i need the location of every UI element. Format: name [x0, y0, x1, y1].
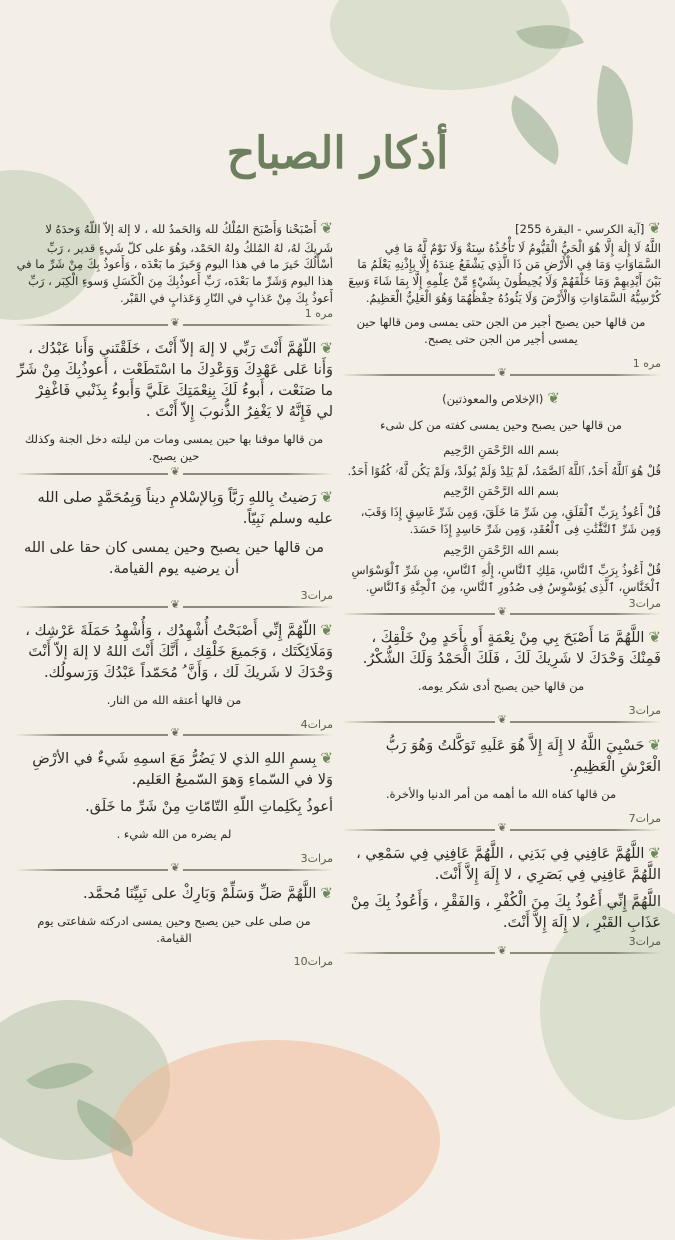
divider: [15, 324, 333, 326]
dua-text: اللَّهُمَّ إِنِّي أَعُوذُ بِكَ مِنَ الْكُفْرِ ، وَالفَقْرِ ، وَأَعُوذُ بِكَ مِنْ عَذَابِ القَبْرِ ، لا إِلَهَ إِلاَّ أَنْتَ.: [350, 893, 661, 931]
divider: [15, 473, 333, 475]
repeat-count: مرات3: [628, 704, 661, 718]
leaf-icon: ❦: [320, 487, 333, 506]
list-item: [15, 332, 333, 474]
repeat-count: مرات10: [293, 955, 333, 969]
leaf-icon: ❦: [320, 339, 333, 358]
list-item: [341, 382, 661, 616]
repeat-count: مرات3: [300, 852, 333, 866]
note-text: من قالها حين يصبح وحين يمسى كفته من كل شىء: [380, 418, 622, 433]
list-item: [341, 729, 661, 831]
note-text: من قالها حين يصبح أجير من الجن حتى يمسى ومن قالها حين يمسى أجير من الجن حتى يصبح.: [356, 315, 646, 347]
note-text: من قالها كفاه الله ما أهمه من أمر الدنيا والأخرة.: [385, 787, 617, 802]
basmala: بسم الله الرَّحْمَنِ الرَّحِيم: [443, 443, 559, 458]
leaf-icon: ❦: [648, 736, 661, 755]
divider: [15, 734, 333, 736]
dua-text: أعوذُ بِكَلِماتِ اللّهِ التّامّاتِ مِنْ شَرِّ ما خَلَق.: [85, 799, 333, 816]
divider: [341, 952, 661, 954]
item-label: [آية الكرسي - البقرة 255]: [515, 222, 645, 236]
repeat-count: مرات3: [300, 588, 333, 602]
divider: [341, 829, 661, 831]
list-item: [341, 837, 661, 954]
note-text: من قالها موقنا بها حين يمسى ومات من ليلته دخل الجنة وكذلك حين يصبح.: [24, 432, 324, 464]
repeat-count: مرات3: [628, 596, 661, 610]
list-item: [15, 481, 333, 608]
basmala: بسم الله الرَّحْمَنِ الرَّحِيم: [443, 542, 559, 557]
dua-text: بِسمِ اللهِ الذي لا يَضُرُّ مَعَ اسمِهِ شَيءٌ في الأرْضِ وَلا في السّماءِ وَهوَ السّميعُ العَليم.: [32, 751, 333, 789]
list-item: [15, 877, 333, 970]
repeat-count: مرات4: [300, 717, 333, 731]
list-item: [341, 212, 661, 376]
note-text: لم يضره من الله شيء .: [116, 827, 232, 842]
item-label: (الإخلاص والمعوذتين): [442, 391, 544, 406]
divider: [341, 721, 661, 723]
page-title: أذكار الصباح: [226, 128, 449, 179]
dua-text: اللَّهُ لَا إِلَٰهَ إِلَّا هُوَ الْحَيُّ الْقَيُّومُ لَا تَأْخُذُهُ سِنَةٌ وَلَا نَوْمٌ لَّهُ مَا فِي السَّمَاوَاتِ وَمَا فِي الْأَرْضِ مَن ذَا الَّذِي يَشْفَعُ عِندَهُ إِلَّا بِإِذْنِهِ يَعْلَمُ مَا بَيْنَ أَيْدِيهِمْ وَمَا خَلْفَهُمْ وَلَا يُحِيطُونَ بِشَيْءٍ مِّنْ عِلْمِهِ إِلَّا بِمَا شَاءَ وَسِعَ كُرْسِيُّهُ السَّمَاوَاتِ وَالْأَرْضَ وَلَا يَئُودُهُ حِفْظُهُمَا وَهُوَ الْعَلِيُّ الْعَظِيمُ.: [348, 240, 661, 305]
leaf-icon: ❦: [547, 388, 560, 407]
leaf-icon: ❦: [648, 843, 661, 862]
list-item: [341, 621, 661, 723]
dua-text: أَصْبَحْنا وَأَصْبَحَ المُلْكُ لله وَالحَمدُ لله ، لا إلهَ إلاّ اللّهُ وَحدَهُ لا شَريكَ لهُ، لهُ المُلكُ ولهُ الحَمْد، وهُوَ على كلّ شَيءٍ قدير ، رَبِّ أسْأَلُكَ خَيرَ ما في هذا اليوم وَخَيرَ ما بَعْدَه ، وَأَعوذُ بِكَ مِنْ شَرِّ ما في هذا اليوم وَشَرِّ ما بَعْدَه، رَبِّ أَعوذُبِكَ مِنَ الْكَسَلِ وَسوءِ الْكِبَر ، رَبِّ أَعوذُ بِكَ مِنْ عَذابٍ في النّارِ وَعَذابٍ في القَبْر.: [16, 222, 333, 305]
leaf-icon: ❦: [648, 219, 661, 237]
divider: [15, 869, 333, 871]
leaf-icon: ❦: [320, 219, 333, 237]
repeat-count: مرات3: [628, 934, 661, 948]
dua-text: اللَّهُمَّ مَا أَصْبَحَ بِي مِنْ نِعْمَةٍ أَو بِأَحَدٍ مِنْ خَلْقِكَ ، فَمِنْكَ وَحْدَكَ لا شَرِيكَ لَكَ ، فَلَكَ الْحَمْدُ وَلَكَ الشُّكْرُ.: [362, 630, 661, 668]
leaf-icon: ❦: [648, 628, 661, 647]
divider: [341, 374, 661, 376]
dua-text: رَضيتُ بِاللهِ رَبَّاً وَبِالإسْلامِ ديناً وَبِمُحَمَّدٍ صلى الله عليه وسلم نَبِيّاً.: [37, 489, 333, 527]
dua-text: اللّهُمَّ إِنِّي أَصْبَحْتُ أُشْهِدُك ، وَأُشْهِدُ حَمَلَةَ عَرْشِك ، وَمَلَائِكَتَك ، وَجَميعَ خَلْقِك ، أَنَّكَ أَنْتَ اللهُ لا إلهَ إلاّ أَنْتَ وَحْدَكَ لا شَريكَ لَك ، وَأَنَّ ُ مُحَمّداً عَبْدُكَ وَرَسولُك.: [25, 622, 333, 681]
left-column: [15, 212, 333, 1180]
leaf-icon: ❦: [320, 620, 333, 639]
leaf-icon: ❦: [320, 884, 333, 903]
list-item: [15, 742, 333, 871]
divider: [341, 613, 661, 615]
leaf-icon: ❦: [320, 749, 333, 768]
divider: [15, 606, 333, 608]
basmala: بسم الله الرَّحْمَنِ الرَّحِيم: [443, 484, 559, 499]
repeat-count: مره 1: [304, 307, 333, 321]
repeat-count: مره 1: [632, 356, 661, 370]
surah-text: قُلْ أَعُوذُ بِرَبِّ ٱلنَّاسِ، مَلِكِ ٱلنَّاسِ، إِلَٰهِ ٱلنَّاسِ، مِن شَرِّ ٱلْوَسْوَاسِ ٱلْخَنَّاسِ، ٱلَّذِى يُوَسْوِسُ فِى صُدُورِ ٱلنَّاسِ، مِنَ ٱلْجِنَّةِ وَٱلنَّاسِ.: [351, 563, 661, 594]
note-text: من قالها حين يصبح أدى شكر يومه.: [417, 679, 585, 694]
note-text: من قالها حين يصبح وحين يمسى كان حقا على الله أن يرضيه يوم القيامة.: [24, 539, 324, 577]
note-text: من قالها أعتقه الله من النار.: [106, 692, 242, 707]
right-column: [341, 212, 661, 1180]
surah-text: قُلْ أَعُوذُ بِرَبِّ ٱلْفَلَقِ، مِن شَرِّ مَا خَلَقَ، وَمِن شَرِّ غَاسِقٍ إِذَا وَقَبَ، وَمِن شَرِّ ٱلنَّفَّٰثَٰتِ فِى ٱلْعُقَدِ، وَمِن شَرِّ حَاسِدٍ إِذَا حَسَدَ.: [360, 505, 661, 536]
dua-text: اللَّهُمَّ صَلِّ وَسَلِّمْ وَبَارِكْ على نَبِيِّنَا مُحمَّد.: [83, 886, 317, 903]
repeat-count: مرات7: [628, 811, 661, 825]
dua-text: اللَّهُمَّ عَافِنِي فِي بَدَنِي ، اللَّهُمَّ عَافِنِي فِي سَمْعِي ، اللَّهُمَّ عَافِنِي فِي بَصَرِي ، لا إِلَهَ إِلاَّ أَنْتَ.: [356, 845, 661, 883]
list-item: [15, 614, 333, 737]
dua-text: حَسْبِيَ اللَّهُ لا إِلَهَ إِلاَّ هُوَ عَلَيهِ تَوَكَّلتُ وَهُوَ رَبُّ الْعَرْشِ الْعَظِيمِ.: [385, 738, 661, 776]
dua-text: اللّهُمَّ أَنْتَ رَبِّي لا إلهَ إلاّ أَنْتَ ، خَلَقْتَني وَأَنا عَبْدُك ، وَأَنا عَلى عَهْدِكَ وَوَعْدِكَ ما اسْتَطَعْت ، أَعوذُبِكَ مِنْ شَرِّ ما صَنَعْت ، أَبوءُ لَكَ بِنِعْمَتِكَ عَلَيَّ وَأَبوءُ بِذَنْبي فَاغْفِرْ لي فَإِنَّهُ لا يَغْفِرُ الذُّنوبَ إِلاّ أَنْتَ .: [16, 341, 333, 421]
surah-text: قُلْ هُوَ ٱللَّهُ أَحَدٌ، ٱللَّهُ ٱلصَّمَدُ، لَمْ يَلِدْ وَلَمْ يُولَدْ، وَلَمْ يَكُن لَّهُۥ كُفُوًا أَحَدٌ.: [347, 463, 661, 478]
list-item: [15, 212, 333, 326]
note-text: من صلى على حين يصبح وحين يمسى ادركته شفاعتى يوم القيامة.: [37, 914, 311, 945]
